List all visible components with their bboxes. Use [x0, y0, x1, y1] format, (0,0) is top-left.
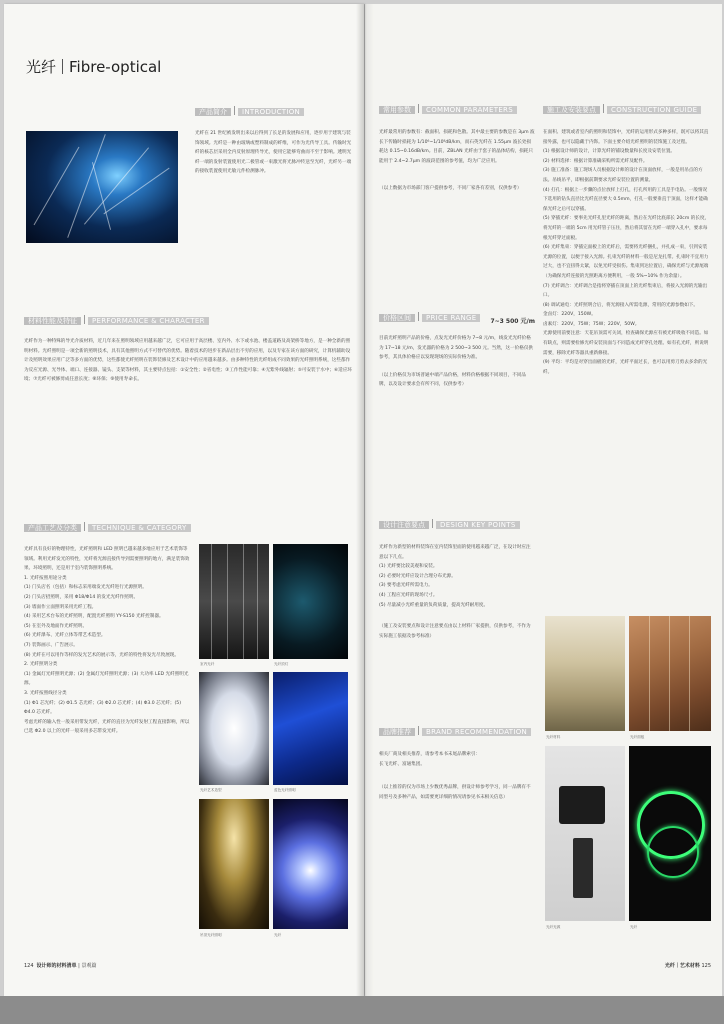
intro-text: 光纤在 21 世纪被发明出来以后得到了长足的发展和应用，逐步用于建筑与装饰领域。光纤是一种由玻璃或塑料制成的纤维，可作为光传导工具。传输时光纤的核芯层采用全内反射原理传导光，使用它能够弯曲而不至于影响。透明光纤一端的发射装置使用光二极管或一束激光将光脉冲传送至光纤，光纤另一端的接收装置使用光敏元件检测脉冲。 [195, 131, 352, 175]
design-item: (5) 尽量减小光纤重量的负荷质量，提高光纤耐用度。 [379, 602, 489, 608]
price-heading-cn: 价格区间 [379, 314, 415, 322]
technique-text [24, 545, 190, 737]
construction-item: (3) 施工准备：施工现场人员根据设计师的设计在顶面放样，一般是用吊点的方法。吊线吊平，即根据前期要求光纤安装位置的测量。 [543, 168, 703, 183]
construction-item: 金卤灯：220V，150W。 [543, 312, 596, 318]
photo-fibre-panel [629, 616, 711, 731]
brand-heading-cn: 品牌推荐 [379, 728, 415, 736]
photo-hall [199, 799, 269, 929]
left-page [4, 4, 364, 996]
photo-green-fibre [629, 746, 711, 921]
brand-heading-en: BRAND RECOMMENDATION [422, 728, 531, 736]
photo-dark-room [199, 544, 269, 659]
design-item: (3) 要考虑光纤所需电力。 [379, 583, 433, 589]
construction-heading-cn: 施工及安装要点 [543, 106, 600, 114]
price-heading [379, 312, 480, 324]
right-footer [605, 962, 711, 969]
title-divider [62, 59, 63, 74]
params-heading-en: COMMON PARAMETERS [422, 106, 517, 114]
price-heading-en: PRICE RANGE [422, 314, 480, 322]
fibre-bundle-photo [26, 131, 178, 243]
params-heading [379, 104, 517, 116]
technique-item: (6) 光纤瀑布、光纤立体等带艺术造型。 [24, 633, 106, 639]
photo-fibre-burst [273, 799, 348, 929]
construction-heading-en: CONSTRUCTION GUIDE [607, 106, 701, 114]
photo-caption: 光纤光源 [546, 925, 561, 929]
construction-item: (7) 光纤调合：光纤调合是指将穿插在顶面上的光纤集束后，将接入光源的光输出口。 [543, 283, 708, 299]
price-text: 目前光纤照明产品的价格，点发光光纤价格为 7~8 元/m，线发光光纤价格为 17~18 元/m，发光器的价格为 2 500~3 500 元。当然，这一价格仅供参考，其具体价格应以发现现场的实际价格为准。 （以上价格仅为市场普通中端产品价格，材料价格根据不同项目，不同品牌，以及设计要求会有所不同，仅供参考） [379, 334, 535, 390]
photo-fibre-material [545, 616, 625, 731]
book-gutter [356, 4, 374, 996]
technique-item: (1) 金属灯光纤照明光源；(2) 金属灯光纤照明光源；(3) 大功率 LED 光纤照明光源。 [24, 671, 189, 687]
params-heading-cn: 常用参数 [379, 106, 415, 114]
construction-heading [543, 104, 701, 116]
brand-heading [379, 726, 531, 738]
chapter-title [26, 56, 161, 77]
photo-caption: 光纤面板 [630, 735, 645, 739]
photo-caption: 光纤艺术造型 [200, 788, 222, 792]
design-item: (2) 必要时光纤应设计合理分布光源。 [379, 573, 456, 579]
technique-intro: 光纤具有良好的物理特性，光纤照明和 LED 照明已越来越多地应用于艺术装饰等领域。利用光纤发光的特性，光纤将光源直接传导到需要照明的地方，满足装饰效果、环境照明，还是用于室内装饰照明系统。 [24, 547, 190, 572]
photo-caption: 光纤 [630, 925, 638, 929]
right-page-number: 125 [701, 963, 711, 969]
performance-heading-cn: 材料性能及特征 [24, 317, 81, 325]
photo-caption: 室内光纤 [200, 662, 215, 666]
right-page [365, 4, 722, 996]
photo-blue-wave [273, 672, 348, 785]
photo-caption: 蓝色光纤照明 [274, 788, 296, 792]
technique-item: (5) 在室外及地面作光纤照明。 [24, 623, 88, 629]
construction-text [543, 128, 711, 377]
photo-sculpture [199, 672, 269, 785]
technique-item: 3. 光纤按照线径分类 [24, 690, 67, 696]
construction-item: (5) 穿插光纤：要事先光纤孔里光纤的距离，然后在光纤比底部长 20cm 的长度，将光纤的一端的 5cm 用光纤管子压住，然后将其留在光纤一端穿入孔中，要求每根光纤穿过面板。 [543, 216, 710, 241]
params-note: （以上数据为市场部门客户提供参考，不同厂家各有差别，仅供参考） [379, 186, 522, 192]
left-footer-title: 设计师的材料清单 [36, 963, 77, 969]
photo-caption: 光纤 [274, 933, 282, 937]
photo-ceiling-dots [273, 544, 348, 659]
technique-item: (4) 采用艺术台布的光纤照明，配置光纤照明 YY-S150 光纤控制器。 [24, 614, 164, 620]
photo-caption: 吊顶光纤照明 [200, 933, 222, 937]
design-item: (4) 工程应光纤的现场尺寸。 [379, 592, 438, 598]
technique-item: (8) 光纤在可以用作等样的发光艺术的展示等，光纤的特性将发光尽致展现。 [24, 652, 179, 658]
design-note: （施工及安装要点和设计注意要点由以上材料厂家提供，仅供参考，不作为实际施工依据及参考标准） [379, 624, 531, 639]
performance-text: 光纤作为一种特殊的导光介质材料，近几年来在照明领域应用越来越广泛，它可应用于高层楼、室内外、水下或水池、楼盖道路及高架桥等地方，是一种全新的照明材料。光纤照明是一项全新的照明技术，具有其他照明方式不可替代的优势。随着技术的进步在新品层出不穷的应用，以及专家在该方面的研究，计算机辅助设计及照明效果应用广泛等多方面的优势，这些都使光纤照明在装饰装修及艺术设计中的应用越来越多。由多种特性的光纤组成不同效果的光纤照明系统，这些都作为反应光源、光导体、端口、连接器、镜头、支架等材料，其主要特点包括：①安全性；②省电性；③工作性能可靠；④无紫外线辐射；⑤可安装于水中；⑥适应环境；⑦光纤可被修剪成任意长度；⑧环保；⑨使用寿命长。 [24, 339, 352, 383]
technique-heading-cn: 产品工艺及分类 [24, 524, 81, 532]
left-page-number: 124 [24, 963, 34, 969]
book-spread [4, 4, 722, 1004]
intro-heading [195, 106, 304, 118]
left-footer-section: 景观篇 [81, 963, 97, 969]
price-value: 7~3 500 元/m [490, 318, 535, 325]
design-heading [379, 519, 520, 531]
construction-item: (9) 平均：平均是对穿出面板的光纤，光纤平面过长，也可以用剪刀剪去多余的光纤。 [543, 360, 708, 375]
right-footer-title: 光纤｜艺术材料 [664, 963, 700, 969]
technique-heading-en: TECHNIQUE & CATEGORY [88, 524, 191, 532]
photo-caption: 光纤材料 [546, 735, 561, 739]
design-text [379, 543, 535, 641]
photo-light-source [545, 746, 625, 921]
chapter-title-en: Fibre-optical [69, 58, 162, 76]
technique-item: (7) 装饰画示、广告展示。 [24, 642, 78, 648]
performance-heading-en: PERFORMANCE & CHARACTER [88, 317, 209, 325]
technique-item: (1) 门头店名（包括）和标志采用端发光光纤进行光源照明。 [24, 585, 147, 591]
chapter-title-cn: 光纤 [26, 58, 57, 76]
construction-item: (4) 打孔：根据上一步骤的点位放样上打孔，打孔所用的工具是手电钻。一般情况下选用的钻头直径比光纤直径要大 0.5mm，打孔一般要垂直于顶面，这样才能确保光纤之后可以穿插。 [543, 187, 708, 212]
construction-item: (1) 根据设计师的设计，计算光纤的铺设数量和长度及安装位置。 [543, 149, 676, 155]
construction-item: (2) 材料选择：根据计算准确采购所需光纤及配件。 [543, 158, 648, 164]
construction-item: 光源使用前要注意：天花吊顶需可关闭，检查确保光源应有被光纤吸收不同造。如有缺点，则需要检修光纤安装顶面与不同造成光纤穿孔处理。如有孔光纤，则说明需要，移除光纤等器具重新修接。 [543, 331, 709, 356]
photo-caption: 光纤顶灯 [274, 662, 289, 666]
intro-heading-en: INTRODUCTION [238, 108, 304, 116]
design-heading-cn: 设计注意要点 [379, 521, 429, 529]
technique-item: 2. 光纤照明分类 [24, 662, 58, 668]
design-item: (1) 光纤要比较美观和安装。 [379, 564, 438, 570]
construction-item: 卤素灯：220V，75W；75W；220V，50W。 [543, 321, 640, 327]
params-text: 光纤最常用的参数有：截面积、损耗和色散。其中最主要的参数是在 3μm 波长下传输时损耗为 1/10⁶~1/10⁸dB/km，而石英光纤在 1.55μm 波长处损耗达 0.15~0.16dB/km。目前，ZBLAN 光纤由于套子的晶体结构，损耗只能用于 2.4~2.7μm 的波段范围的参考值，均为广泛应用。 （以上数据为市场部门客户提供参考，不同厂家各有差别，仅供参考） [379, 128, 535, 194]
technique-heading [24, 522, 191, 534]
left-footer: 124 设计师的材料清单 | 景观篇 [24, 963, 97, 969]
technique-item: (3) 墙面作立面照明采用光纤工程。 [24, 604, 97, 610]
price-note: （以上价格仅为市场普通中端产品价格，材料价格根据不同项目，不同品牌，以及设计要求会有所不同，仅供参考） [379, 372, 527, 388]
design-heading-en: DESIGN KEY POINTS [436, 521, 520, 529]
construction-item: (8) 调试通电：光纤照明合后，将光源接入所需电源，常用的光源参数如下。 [543, 302, 698, 308]
construction-item: 在面积、建筑或者室内的照明和装饰中，光纤的运用形式多种多样，既可以将其直接外露，也可以隐藏于内饰。下面主要介绍光纤照明的装饰施工及过程。 [543, 130, 709, 145]
technique-item: 考虑光纤的输入性一般采用带发光纤，光纤的直径为光纤发射工程直接影响，所以已选 Φ2.0 以上的光纤一般采用多芯带发光纤。 [24, 719, 190, 735]
design-intro: 光纤作为新型的材料装饰在室内装饰里面的使用越来越广泛，在设计时应注意以下几点。 [379, 545, 531, 560]
technique-item: (1) Φ1 芯光纤；(2) Φ1.5 芯光纤；(3) Φ2.0 芯光纤；(4) Φ3.0 芯光纤；(5) Φ4.0 芯光纤。 [24, 700, 182, 716]
brand-list: 长飞光纤、富通集团。 [379, 761, 425, 767]
construction-item: (6) 光纤集束：穿插完面板上的光纤后，需要将光纤捆扎，并扎成一束，引到安装光源的位置，以便于接入光源。扎束光纤的材料一般是尼龙扎带。扎束时不宜用力过大，也不宜扭得太紧，以免光纤受损伤。集束到达位置后，确保光纤与光源尾端（为确保光纤连接的光照距离方便利用，一般 5%~10% 作为余量）。 [543, 245, 709, 279]
brand-text: 相关厂商及相关推荐，请参考本书末尾品牌索引： 长飞光纤、富通集团。 （以上推荐的仅为市场上少数优秀品牌，供设计师参考学习，同一品牌有不同型号及多种产品，如需要更详细的情况请参见书末相关信息） [379, 750, 535, 802]
scan-background [0, 996, 724, 1024]
technique-item: (2) 门头店招照明，采用 Φ18/Φ14 的发光光纤作照明。 [24, 594, 139, 600]
brand-note: （以上推荐的仅为市场上少数优秀品牌，供设计师参考学习，同一品牌有不同型号及多种产品，如需要更详细的情况请参见书末相关信息） [379, 785, 531, 800]
performance-heading [24, 315, 209, 327]
intro-heading-cn: 产品简介 [195, 108, 231, 116]
technique-item: 1. 光纤按照用途分类 [24, 575, 67, 581]
